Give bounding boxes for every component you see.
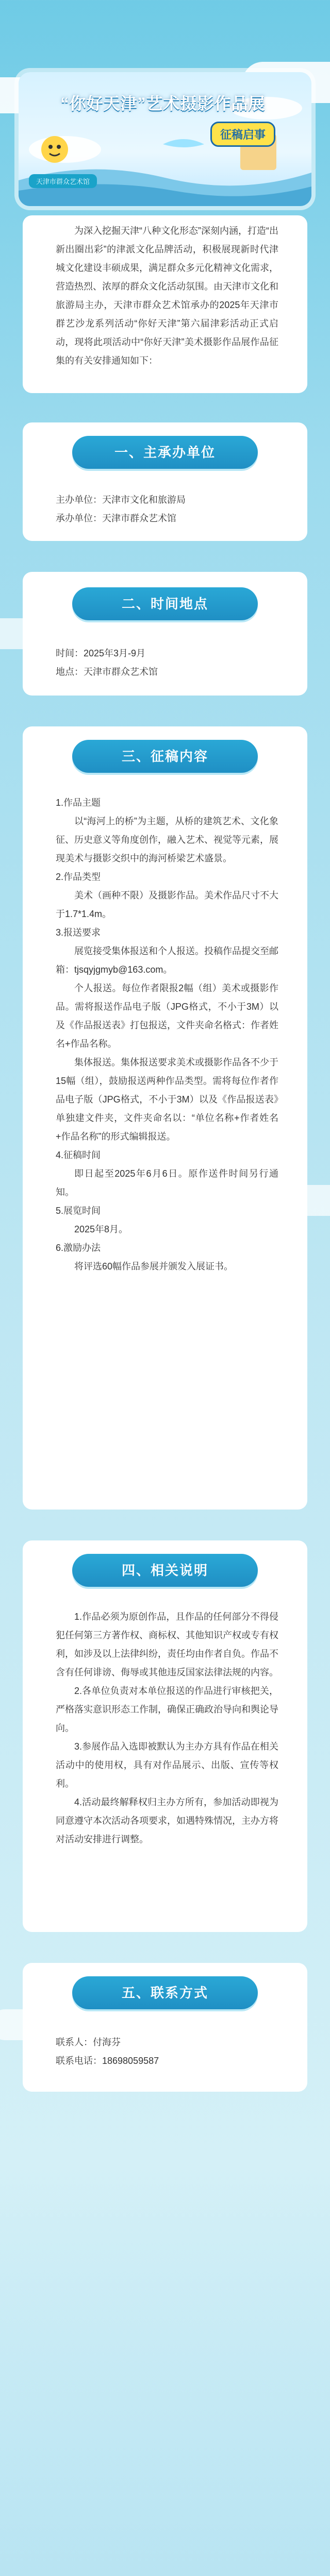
banner-subtitle: 天津市群众艺术馆 <box>29 174 97 188</box>
section-body-content <box>56 793 278 1276</box>
intro-text <box>56 222 278 370</box>
note-item: 1.作品必须为原创作品，且作品的任何部分不得侵犯任何第三方著作权、商标权、其他知识产权或专有权利，如涉及以上法律纠纷，责任均由作者自负。作品不含有任何诽谤、侮辱或其他违反国家法律法规的内容。 <box>56 1612 278 1677</box>
contact-phone: 联系电话：18698059587 <box>56 2056 159 2066</box>
organizer-line: 主办单位：天津市文化和旅游局 <box>56 495 186 505</box>
content-item: 美术（画种不限）及摄影作品。美术作品尺寸不大于1.7*1.4m。 <box>56 890 278 919</box>
content-item: 展览接受集体报送和个人报送。投稿作品提交至邮箱：tjsqyjgmyb@163.com。 <box>56 946 278 975</box>
content-item: 4.征稿时间 <box>56 1150 101 1160</box>
content-item: 6.激励办法 <box>56 1243 101 1253</box>
section-body-contact <box>56 2033 278 2070</box>
content-item: 即日起至2025年6月6日。原作送件时间另行通知。 <box>56 1168 278 1197</box>
note-item: 3.参展作品入选即被默认为主办方具有作品在相关活动中的使用权，具有对作品展示、出版、宣传等权利。 <box>56 1741 278 1789</box>
banner-title: “你好天津”艺术摄影作品展 <box>60 94 266 113</box>
header-banner <box>19 72 311 206</box>
content-item: 3.报送要求 <box>56 927 101 938</box>
co-organizer-line: 承办单位：天津市群众艺术馆 <box>56 513 176 523</box>
content-item: 以“海河上的桥”为主题，从桥的建筑艺术、文化象征、历史意义等角度创作，融入艺术、视觉等元素，展现美术与摄影交织中的海河桥梁艺术盛景。 <box>56 816 278 863</box>
content-item: 5.展览时间 <box>56 1206 101 1216</box>
content-item: 2025年8月。 <box>74 1224 128 1234</box>
section-title-organizers: 一、主承办单位 <box>72 436 258 469</box>
section-body-notes <box>56 1607 278 1849</box>
section-title-content: 三、征稿内容 <box>72 740 258 773</box>
content-item: 集体报送。集体报送要求美术或摄影作品各不少于15幅（组），鼓励报送两种作品类型。需将每位作者作品电子版（JPG格式，不小于3M）以及《作品报送表》单独建文件夹，文件夹命名以：“单位名称+作者姓名+作品名称”的形式编辑报送。 <box>56 1057 278 1142</box>
note-item: 2.各单位负责对本单位报送的作品进行审核把关，严格落实意识形态工作制，确保正确政治导向和舆论导向。 <box>56 1686 278 1733</box>
content-item: 个人报送。每位作者限报2幅（组）美术或摄影作品。需将报送作品电子版（JPG格式，不小于3M）以及《作品报送表》打包报送，文件夹命名格式：作者姓名+作品名称。 <box>56 983 278 1049</box>
content-item: 2.作品类型 <box>56 872 101 882</box>
time-line: 时间：2025年3月-9月 <box>56 648 146 658</box>
note-item: 4.活动最终解释权归主办方所有，参加活动即视为同意遵守本次活动各项要求，如遇特殊情况，主办方将对活动安排进行调整。 <box>56 1797 278 1844</box>
section-title-time-place: 二、时间地点 <box>72 587 258 620</box>
banner-badge: 征稿启事 <box>210 122 275 147</box>
content-item: 将评选60幅作品参展并颁发入展证书。 <box>74 1261 234 1272</box>
section-title-contact: 五、联系方式 <box>72 1976 258 2009</box>
intro-paragraph: 为深入挖掘天津“八种文化形态”深刻内涵，打造“出新出圈出彩”的津派文化品牌活动，积极展现新时代津城文化建设丰硕成果，满足群众多元化精神文化需求，营造热烈、浓厚的群众文化活动氛围。由天津市文化和旅游局主办，天津市群众艺术馆承办的2025年天津市群艺沙龙系列活动“你好天津”第六届津彩活动正式启动，现将此项活动中“你好天津”美术摄影作品展作品征集的有关安排通知如下： <box>56 226 278 366</box>
section-title-notes: 四、相关说明 <box>72 1554 258 1587</box>
contact-person: 联系人：付海芬 <box>56 2037 121 2047</box>
place-line: 地点：天津市群众艺术馆 <box>56 667 158 677</box>
content-item: 1.作品主题 <box>56 798 101 808</box>
section-body-organizers <box>56 490 278 528</box>
section-body-time-place <box>56 644 278 681</box>
